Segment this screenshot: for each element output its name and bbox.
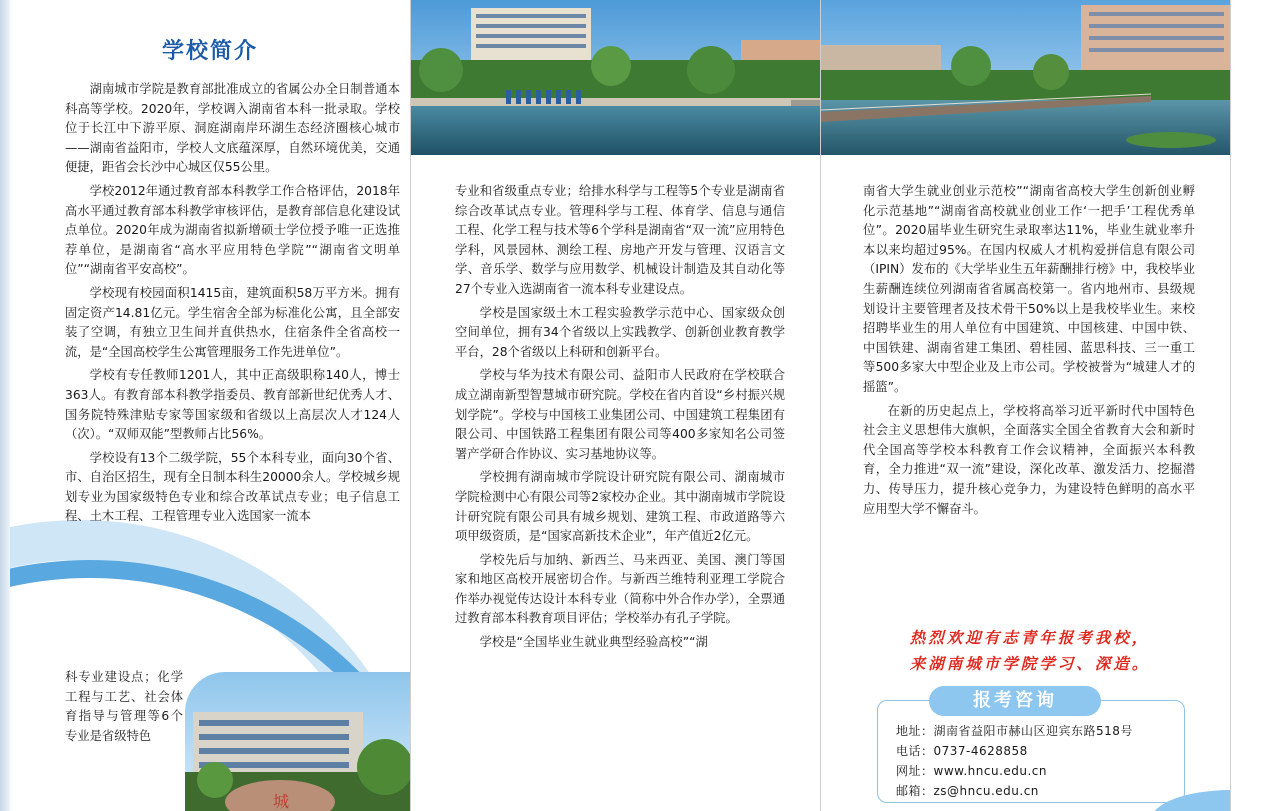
- right-text: [863, 182, 1195, 523]
- contact-email[interactable]: 邮箱：zs@hncu.edu.cn: [896, 784, 1039, 798]
- paragraph: 学校是国家级土木工程实验教学示范中心、国家级众创空间单位，拥有34个省级以上实践教学、创新创业教育教学平台，28个省级以上科研和创新平台。: [455, 305, 785, 359]
- paragraph: 学校现有校园面积1415亩，建筑面积58万平方米。拥有固定资产14.81亿元。学生宿舍全部为标准化公寓，且全部安装了空调，有独立卫生间并直供热水，住宿条件全省高校一流，是“全国高校学生公寓管理服务工作先进单位”。: [65, 285, 400, 359]
- paragraph: 专业和省级重点专业；给排水科学与工程等5个专业是湖南省综合改革试点专业。管理科学与工程、体育学、信息与通信工程、化学工程与技术等6个学科是湖南省“双一流”应用特色学科，风景园林、测绘工程、房地产开发与管理、汉语言文学、音乐学、数学与应用数学、机械设计制造及其自动化等27个专业入选湖南省一流本科专业建设点。: [455, 184, 785, 296]
- contact-address: 地址：湖南省益阳市赫山区迎宾东路518号: [896, 724, 1133, 738]
- middle-text: [455, 182, 785, 657]
- paragraph: 在新的历史起点上，学校将高举习近平新时代中国特色社会主义思想伟大旗帜，全面落实全国全省教育大会和新时代全国高等学校本科教育工作会议精神，全面振兴本科教育，全力推进“双一流”建设，深化改革、激发活力、挖掘潜力、传导压力，提升核心竞争力，为建设特色鲜明的高水平应用型大学不懈奋斗。: [863, 403, 1195, 516]
- left-panel: [10, 0, 410, 811]
- intro-text: [65, 80, 400, 531]
- campus-bridge-photo: [821, 0, 1230, 155]
- paragraph: 学校设有13个二级学院，55个本科专业，面向30个省、市、自治区招生，现有全日制本科生20000余人。学校城乡规划专业为国家级特色专业和综合改革试点专业；电子信息工程、土木工程、工程管理专业入选国家一流本: [65, 450, 400, 524]
- page-title: 学校简介: [161, 39, 258, 64]
- middle-panel: [411, 0, 820, 811]
- svg-text:城: 城: [273, 792, 290, 811]
- slogan-line: 来湖南城市学院学习、深造。: [909, 654, 1151, 673]
- slogan-line: 热烈欢迎有志青年报考我校，: [909, 628, 1151, 647]
- paragraph: 学校先后与加纳、新西兰、马来西亚、美国、澳门等国家和地区高校开展密切合作。与新西兰维特利亚理工学院合作举办视觉传达设计本科专业（简称中外合作办学），全票通过教育部本科教育项目评估；学校举办有孔子学院。: [455, 552, 785, 626]
- contact-website[interactable]: 网址：www.hncu.edu.cn: [896, 764, 1048, 778]
- left-edge-shade: [0, 0, 10, 811]
- paragraph: 学校拥有湖南城市学院设计研究院有限公司、湖南城市学院检测中心有限公司等2家校办企业。其中湖南城市学院设计研究院有限公司具有城乡规划、建筑工程、市政道路等六项甲级资质，是“国家高新技术企业”，年产值近2亿元。: [455, 470, 785, 544]
- right-panel: [821, 0, 1230, 811]
- contact-heading: 报考咨询: [929, 686, 1101, 716]
- paragraph: 学校与华为技术有限公司、益阳市人民政府在学校联合成立湖南新型智慧城市研究院。学校在省内首设“乡村振兴规划学院”。学校与中国核工业集团公司、中国建筑工程集团有限公司、中国铁路工程集团有限公司等400多家知名公司签署产学研合作协议、实习基地协议等。: [455, 368, 785, 461]
- right-margin: [1231, 0, 1269, 811]
- intro-text-tail: 科专业建设点；化学工程与工艺、社会体育指导与管理等6个专业是省级特色: [65, 670, 183, 743]
- paragraph: 学校2012年通过教育部本科教学工作合格评估，2018年高水平通过教育部本科教学审核评估，是教育部信息化建设试点单位。2020年成为湖南省拟新增硕士学位授予唯一正选推荐单位，是湖南省“高水平应用特色学院”“湖南省文明单位”“湖南省平安高校”。: [65, 183, 400, 277]
- paragraph: 学校有专任教师1201人，其中正高级职称140人，博士363人。有教育部本科教学指委员、教育部新世纪优秀人才、国务院特殊津贴专家等国家级和省级以上高层次人才124人（次）。“双师双能”型教师占比56%。: [65, 368, 400, 442]
- campus-lake-photo: [411, 0, 820, 155]
- contact-phone: 电话：0737-4628858: [896, 744, 1028, 758]
- paragraph: 南省大学生就业创业示范校”“湖南省高校大学生创新创业孵化示范基地”“湖南省高校就业创业工作‘一把手’工程优秀单位”。2020届毕业生研究生录取率达11%，毕业生就业率升本以来均超过95%。在国内权威人才机构爱拼信息有限公司（IPIN）发布的《大学毕业生五年薪酬排行榜》中，我校毕业生薪酬连续位列湖南省省属高校第一。省内地州市、县级规划设计主要管理者及技术骨干50%以上是我校毕业生。来校招聘毕业生的用人单位有中国建筑、中国核建、中国中铁、中国铁建、湖南省建工集团、碧桂园、蓝思科技、三一重工等500多家大中型企业及上市公司。学校被誉为“城建人才的摇篮”。: [863, 184, 1195, 394]
- paragraph: 学校是“全国毕业生就业典型经验高校”“湖: [479, 635, 708, 650]
- paragraph: 湖南城市学院是教育部批准成立的省属公办全日制普通本科高等学校。2020年，学校调入湖南省本科一批录取。学校位于长江中下游平原、洞庭湖南岸环湖生态经济圈核心城市——湖南省益阳市，学校人文底蕴深厚，自然环境优美，交通便捷，距省会长沙中心城区仅55公里。: [65, 82, 400, 175]
- campus-building-photo: [185, 672, 410, 811]
